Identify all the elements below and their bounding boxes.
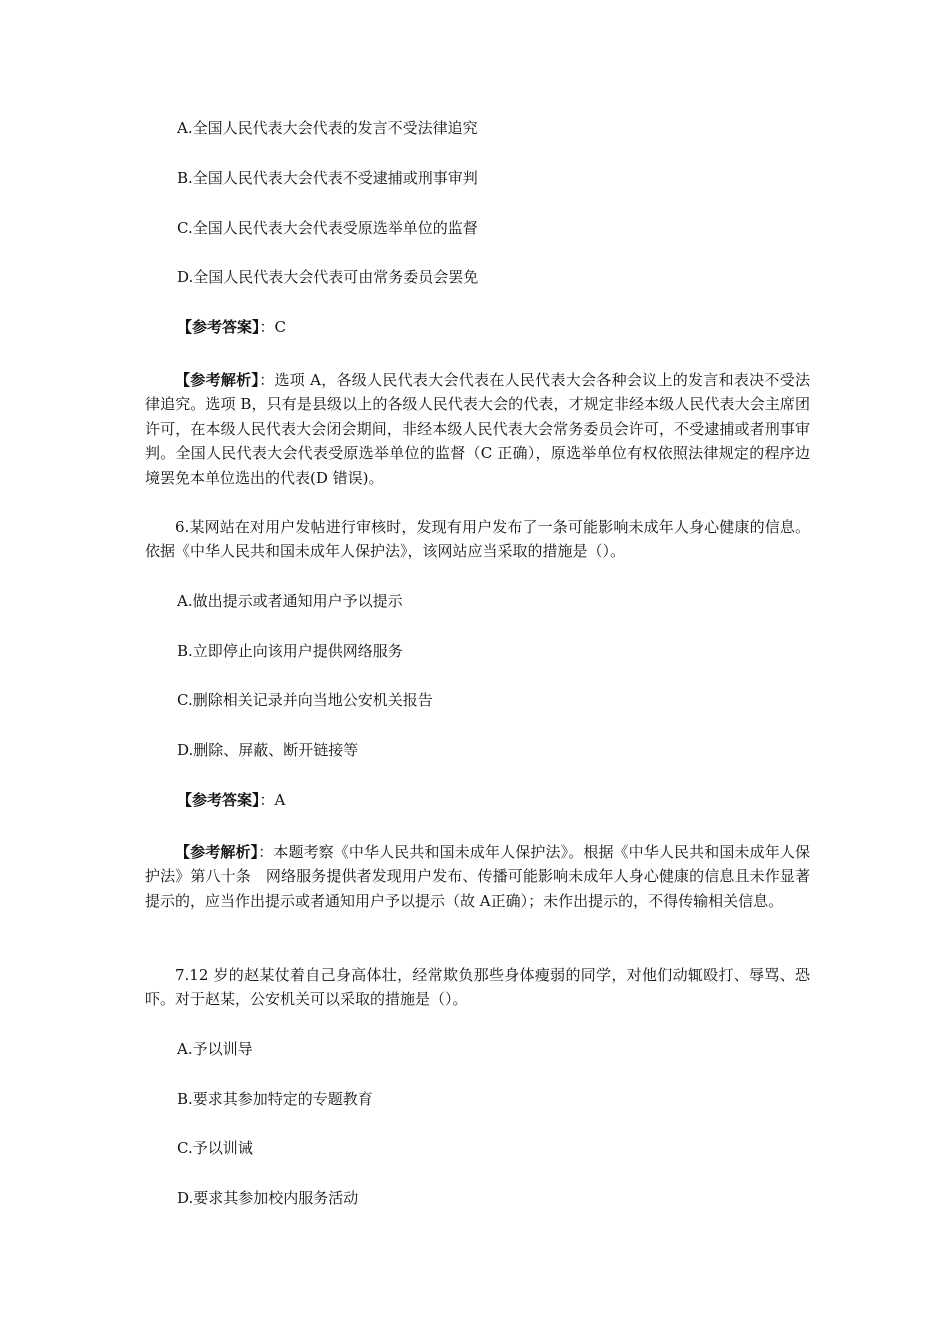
answer-value: ：A bbox=[259, 791, 286, 809]
q5-option-d: D.全国人民代表大会代表可由常务委员会罢免 bbox=[177, 268, 479, 286]
q6-option-a: A.做出提示或者通知用户予以提示 bbox=[177, 592, 403, 610]
q7-option-a: A.予以训导 bbox=[177, 1040, 253, 1058]
answer-label: 【参考答案】 bbox=[177, 791, 260, 809]
q7-option-d: D.要求其参加校内服务活动 bbox=[177, 1189, 359, 1207]
q5-option-a: A.全国人民代表大会代表的发言不受法律追究 bbox=[177, 119, 478, 137]
q5-answer bbox=[177, 316, 286, 338]
answer-label: 【参考答案】 bbox=[177, 318, 260, 336]
q6-analysis bbox=[145, 840, 810, 913]
analysis-text: ：选项 A，各级人民代表大会代表在人民代表大会各种会议上的发言和表决不受法律追究。选项 B，只有是县级以上的各级人民代表大会的代表，才规定非经本级人民代表大会主席团许可，在本级人民代表大会闭会期间，非经本级人民代表大会常务委员会许可，不受逮捕或者刑事审判。全国人民代表大会代表受原选举单位的监督（C 正确），原选举单位有权依照法律规定的程序边境罢免本单位选出的代表(D 错误)。 bbox=[145, 371, 810, 487]
q7-stem: 7.12 岁的赵某仗着自己身高体壮，经常欺负那些身体瘦弱的同学，对他们动辄殴打、辱骂、恐吓。对于赵某，公安机关可以采取的措施是（）。 bbox=[145, 966, 810, 1009]
q6-option-c: C.删除相关记录并向当地公安机关报告 bbox=[177, 691, 433, 709]
analysis-label: 【参考解析】 bbox=[175, 843, 259, 861]
q5-analysis bbox=[145, 368, 810, 490]
q6-option-d: D.删除、屏蔽、断开链接等 bbox=[177, 741, 359, 759]
q6-answer bbox=[177, 789, 285, 811]
q5-option-c: C.全国人民代表大会代表受原选举单位的监督 bbox=[177, 219, 478, 237]
q6-stem: 6.某网站在对用户发帖进行审核时，发现有用户发布了一条可能影响未成年人身心健康的信息。依据《中华人民共和国未成年人保护法》，该网站应当采取的措施是（）。 bbox=[145, 518, 810, 561]
q5-option-b: B.全国人民代表大会代表不受逮捕或刑事审判 bbox=[177, 169, 478, 187]
analysis-text: ：本题考察《中华人民共和国未成年人保护法》。根据《中华人民共和国未成年人保护法》第八十条 网络服务提供者发现用户发布、传播可能影响未成年人身心健康的信息且未作显著提示的，应当作出提示或者通知用户予以提示（故 A正确）；未作出提示的，不得传输相关信息。 bbox=[145, 843, 810, 910]
q7-option-c: C.予以训诫 bbox=[177, 1139, 253, 1157]
q6-option-b: B.立即停止向该用户提供网络服务 bbox=[177, 642, 403, 660]
analysis-label: 【参考解析】 bbox=[175, 371, 260, 389]
answer-value: ：C bbox=[259, 318, 286, 336]
q7-option-b: B.要求其参加特定的专题教育 bbox=[177, 1090, 373, 1108]
